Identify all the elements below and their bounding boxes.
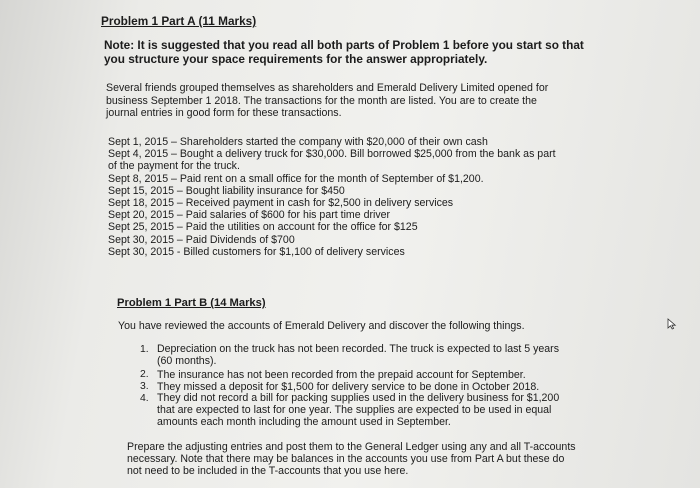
intro-line: Several friends grouped themselves as shareholders and Emerald Delivery Limited opened for bbox=[106, 82, 549, 94]
part-b-title: Problem 1 Part B (14 Marks) bbox=[117, 297, 266, 309]
item-line: The insurance has not been recorded from the prepaid account for September. bbox=[157, 369, 526, 381]
adjustment-item bbox=[157, 344, 559, 368]
transaction-item: Sept 20, 2015 – Paid salaries of $600 for his part time driver bbox=[108, 209, 391, 222]
item-line: (60 months). bbox=[157, 354, 217, 367]
item-number: 2. bbox=[140, 369, 149, 380]
note-line-1: Note: It is suggested that you read all both parts of Problem 1 before you start so that bbox=[104, 38, 584, 52]
transaction-item: Sept 25, 2015 – Paid the utilities on account for the office for $125 bbox=[108, 221, 418, 234]
transaction-item: of the payment for the truck. bbox=[108, 160, 240, 173]
part-b-intro: You have reviewed the accounts of Emerald Delivery and discover the following things. bbox=[118, 320, 525, 332]
item-line: Depreciation on the truck has not been recorded. The truck is expected to last 5 years bbox=[157, 343, 560, 355]
item-line: They missed a deposit for $1,500 for delivery service to be done in October 2018. bbox=[157, 381, 540, 393]
item-line: amounts each month including the amount used in September. bbox=[157, 415, 451, 428]
transaction-item: Sept 18, 2015 – Received payment in cash for $2,500 in delivery services bbox=[108, 197, 454, 210]
mouse-pointer-icon bbox=[667, 318, 677, 330]
transaction-item: Sept 30, 2015 - Billed customers for $1,100 of delivery services bbox=[108, 245, 405, 258]
part-a-title: Problem 1 Part A (11 Marks) bbox=[101, 14, 257, 28]
item-line: They did not record a bill for packing supplies used in the delivery business for $1,200 bbox=[157, 392, 560, 404]
adjustment-item bbox=[157, 369, 526, 382]
item-number: 1. bbox=[140, 344, 149, 355]
intro-line: business September 1 2018. The transactions for the month are listed. You are to create the bbox=[106, 94, 537, 107]
note-line-2: you structure your space requirements for the answer appropriately. bbox=[104, 52, 488, 66]
adjustment-item bbox=[157, 393, 559, 428]
transaction-item: Sept 1, 2015 – Shareholders started the company with $20,000 of their own cash bbox=[108, 136, 488, 148]
transaction-item: Sept 8, 2015 – Paid rent on a small office for the month of September of $1,200. bbox=[108, 172, 484, 185]
transaction-item: Sept 30, 2015 – Paid Dividends of $700 bbox=[108, 233, 295, 246]
transaction-item: Sept 4, 2015 – Bought a delivery truck for $30,000. Bill borrowed $25,000 from the bank as part bbox=[108, 148, 556, 161]
transaction-item: Sept 15, 2015 – Bought liability insurance for $450 bbox=[108, 184, 345, 197]
closing-line: not need to be included in the T-accounts that you use here. bbox=[127, 465, 409, 477]
part-a-intro bbox=[106, 82, 548, 120]
part-b-closing bbox=[127, 441, 576, 477]
closing-line: necessary. Note that there may be balances in the accounts you use from Part A but these do bbox=[127, 453, 565, 465]
item-line: that are expected to last for one year. The supplies are expected to be used in equal bbox=[157, 403, 552, 416]
closing-line: Prepare the adjusting entries and post them to the General Ledger using any and all T-accounts bbox=[127, 441, 576, 453]
transaction-list bbox=[108, 136, 556, 258]
item-number: 3. bbox=[140, 381, 149, 392]
intro-line: journal entries in good form for these transactions. bbox=[106, 107, 342, 119]
item-number: 4. bbox=[140, 393, 149, 404]
